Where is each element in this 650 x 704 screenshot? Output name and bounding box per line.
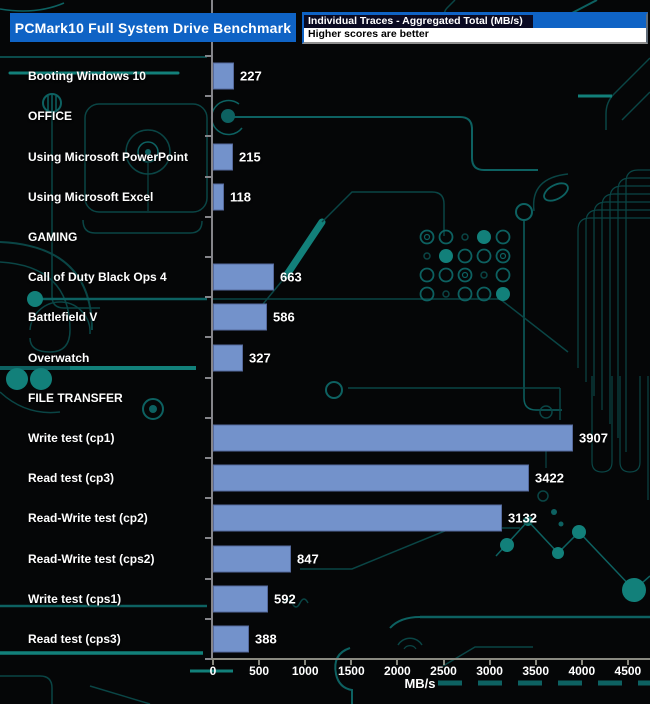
chart-row [0, 257, 650, 297]
bar [213, 143, 233, 170]
x-axis-tick-label: 2500 [430, 664, 457, 678]
category-label: Call of Duty Black Ops 4 [28, 270, 167, 285]
category-label: Battlefield V [28, 310, 98, 325]
value-label: 3422 [535, 470, 564, 486]
category-label: Write test (cps1) [28, 591, 122, 606]
legend-subtitle-row [304, 15, 646, 28]
category-label: Using Microsoft PowerPoint [28, 149, 189, 164]
bar [213, 625, 249, 652]
x-axis-tick-label: 2000 [384, 664, 411, 678]
value-label: 663 [280, 269, 302, 285]
bar [213, 545, 291, 572]
chart-rows [0, 56, 650, 659]
value-label: 586 [273, 309, 295, 325]
category-label: Read test (cps3) [28, 631, 121, 646]
category-label: Booting Windows 10 [28, 69, 146, 84]
x-axis-tick-label: 1500 [337, 664, 365, 678]
chart-row [0, 458, 650, 498]
x-axis-label: MB/s [404, 676, 436, 691]
value-label: 592 [274, 591, 296, 607]
value-label: 3907 [579, 430, 608, 446]
legend-subtitle: Individual Traces - Aggregated Total (MB/s) [304, 15, 533, 28]
category-label: Write test (cp1) [28, 430, 115, 445]
bar [213, 465, 529, 492]
section-row [0, 378, 650, 418]
section-label: GAMING [28, 229, 78, 244]
chart-row [0, 297, 650, 337]
legend-box [302, 12, 648, 44]
category-label: Overwatch [28, 350, 90, 365]
chart-row [0, 538, 650, 578]
chart-row [0, 56, 650, 96]
bar [213, 63, 234, 90]
x-axis-tick-label: 4500 [614, 664, 642, 678]
value-label: 3132 [508, 510, 537, 526]
section-label: OFFICE [28, 109, 72, 124]
bar [213, 304, 267, 331]
chart-row [0, 579, 650, 619]
chart-row [0, 136, 650, 176]
category-label: Read test (cp3) [28, 471, 115, 486]
section-row [0, 217, 650, 257]
section-label: FILE TRANSFER [28, 390, 123, 405]
value-label: 327 [249, 350, 271, 366]
x-axis-tick-label: 4000 [568, 664, 596, 678]
legend-note: Higher scores are better [304, 28, 646, 42]
chart-row [0, 418, 650, 458]
chart-row [0, 619, 650, 659]
section-row [0, 96, 650, 136]
chart-row [0, 177, 650, 217]
x-axis-tick-label: 0 [209, 664, 217, 678]
bar [213, 424, 573, 451]
chart-row [0, 498, 650, 538]
category-label: Read-Write test (cp2) [28, 511, 148, 526]
value-label: 215 [239, 149, 261, 164]
category-label: Using Microsoft Excel [28, 189, 154, 204]
x-axis-tick-label: 3000 [476, 664, 503, 678]
bar [213, 585, 268, 612]
value-label: 847 [297, 551, 319, 567]
x-axis-tick-label: 500 [249, 664, 270, 678]
chart-row [0, 337, 650, 377]
x-axis-tick-label: 3500 [522, 664, 550, 678]
bar [213, 183, 224, 210]
page-title: PCMark10 Full System Drive Benchmark [10, 13, 296, 42]
bar [213, 264, 274, 291]
bar [213, 344, 243, 371]
value-label: 227 [240, 68, 262, 84]
value-label: 118 [230, 189, 251, 205]
category-label: Read-Write test (cps2) [28, 551, 155, 566]
value-label: 388 [255, 631, 277, 647]
x-axis-tick-label: 1000 [291, 664, 319, 678]
bar [213, 505, 502, 532]
